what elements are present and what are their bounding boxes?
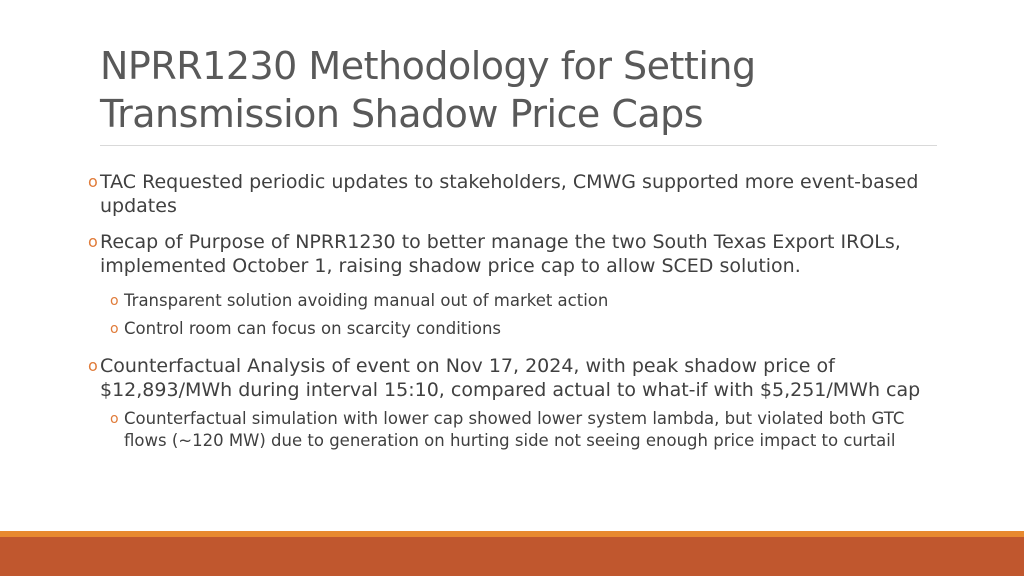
bullet-marker: o (88, 232, 98, 251)
bullet-recap-purpose (88, 230, 938, 278)
sub-bullet-text: Transparent solution avoiding manual out of market action (124, 291, 609, 310)
sub-bullet-marker: o (110, 411, 119, 427)
bullet-text: TAC Requested periodic updates to stakeholders, CMWG supported more event-based updates (100, 171, 919, 217)
bullet-text: Recap of Purpose of NPRR1230 to better manage the two South Texas Export IROLs, implemented October 1, raising shadow price cap to allow SCED solution. (100, 231, 901, 277)
sub-bullet-control-room (110, 318, 938, 340)
slide-body (88, 170, 938, 458)
title-divider (100, 145, 937, 146)
slide-title-line-1: NPRR1230 Methodology for Setting (100, 44, 756, 88)
bullet-counterfactual-analysis (88, 354, 938, 402)
sub-bullet-transparent-solution (110, 290, 938, 312)
slide-title-line-2: Transmission Shadow Price Caps (100, 92, 704, 136)
bullet-tac-updates (88, 170, 938, 218)
slide-title (100, 42, 940, 138)
footer-bar (0, 537, 1024, 576)
sub-bullet-text: Counterfactual simulation with lower cap showed lower system lambda, but violated both GTC flows (~120 MW) due to generation on hurting side not seeing enough price impact to curtail (124, 409, 905, 450)
bullet-marker: o (88, 356, 98, 375)
sub-bullet-counterfactual-simulation (110, 408, 938, 452)
sub-bullet-marker: o (110, 293, 119, 309)
sub-bullet-marker: o (110, 321, 119, 337)
bullet-marker: o (88, 172, 98, 191)
bullet-text: Counterfactual Analysis of event on Nov 17, 2024, with peak shadow price of $12,893/MWh during interval 15:10, compared actual to what-if with $5,251/MWh cap (100, 355, 921, 401)
sub-bullet-text: Control room can focus on scarcity conditions (124, 319, 501, 338)
